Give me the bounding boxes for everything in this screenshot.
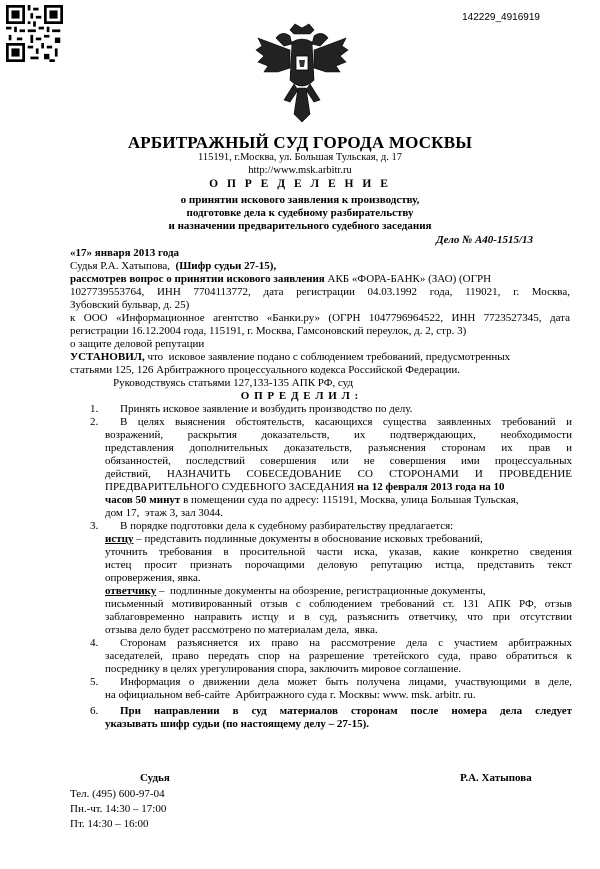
signature-label: Судья xyxy=(140,772,170,784)
defendant-line-2: письменный мотивированный отзыв с соблюдением требований ст. 131 АПК РФ, отзыв xyxy=(105,598,572,610)
item-number: 1. xyxy=(90,403,99,415)
item-2-line-5: действий, НАЗНАЧИТЬ СОБЕСЕДОВАНИЕ СО СТОРОНАМИ И ПРОВЕДЕНИЕ xyxy=(105,468,572,480)
item-6-line-1: При направлении в суд материалов сторонам после номера дела следует xyxy=(120,705,572,717)
defendant-line-1: ответчику – подлинные документы на обозрение, регистрационные документы, xyxy=(105,585,486,597)
plaintiff-line-1: истцу – представить подлинные документы в обоснование исковых требований, xyxy=(105,533,483,545)
court-website: http://www.msk.arbitr.ru xyxy=(248,165,352,176)
judge-signature-name: Р.А. Хатыпова xyxy=(460,772,532,784)
item-number: 5. xyxy=(90,676,99,688)
intro-line-7: регистрации 16.12.2004 года, 115191, г. Москва, Гамсоновский переулок, д. 2, стр. 3) xyxy=(70,325,467,337)
subject-line-3: и назначении предварительного судебного заседания xyxy=(168,220,432,232)
judge-line xyxy=(70,260,276,272)
office-hours-fri: Пт. 14:30 – 16:00 xyxy=(70,818,149,830)
item-3-text: В порядке подготовки дела к судебному разбирательству предлагается: xyxy=(120,520,454,532)
subject-line-1: о принятии искового заявления к производству, xyxy=(180,194,420,206)
intro-line-5: Зубовский бульвар, д. 25) xyxy=(70,299,190,311)
item-number: 4. xyxy=(90,637,99,649)
decided-heading: О П Р Е Д Е Л И Л : xyxy=(240,390,360,402)
decision-date: «17» января 2013 года xyxy=(70,247,180,259)
established-line: УСТАНОВИЛ, что исковое заявление подано с соблюдением требований, предусмотренных xyxy=(70,351,511,363)
defendant-line-4: отзыва дело будет рассмотрено по материалам дела, явка. xyxy=(105,624,378,636)
intro-line-8: о защите деловой репутации xyxy=(70,338,205,350)
intro-line-11: Руководствуясь статьями 127,133-135 АПК РФ, суд xyxy=(113,377,354,389)
item-2-line-8: дом 17, этаж 3, зал 3044. xyxy=(105,507,224,519)
court-address: 115191, г.Москва, ул. Большая Тульская, д. 17 xyxy=(198,152,402,163)
item-number: 2. xyxy=(90,416,99,428)
item-4-line-3: посреднику в целях урегулирования спора, заключить мировое соглашение. xyxy=(105,663,462,675)
plaintiff-line-2: уточнить требования в просительной части иска, указав, какие конкретно сведения xyxy=(105,546,572,558)
item-1-text: Принять исковое заявление и возбудить производство по делу. xyxy=(120,403,413,415)
item-2-line-1: В целях выяснения обстоятельств, касающихся существа заявленных требований и xyxy=(120,416,572,428)
item-5-line-2: на официальном веб-сайте Арбитражного суда г. Москвы: www. msk. arbitr. ru. xyxy=(105,689,476,701)
item-number: 3. xyxy=(90,520,99,532)
coat-of-arms-emblem xyxy=(254,22,350,124)
item-5-line-1: Информация о движении дела может быть получена лицами, участвующими в деле, xyxy=(120,676,572,688)
item-4-line-2: заседателей, право передать спор на разрешение третейского суда, право обратиться к xyxy=(105,650,572,662)
intro-line-6: к ООО «Информационное агентство «Банки.ру» (ОГРН 1047796964522, ИНН 7723527345, дата xyxy=(70,312,570,324)
plaintiff-line-3: истец просит признать порочащими деловую репутацию истца, представить текст xyxy=(105,559,572,571)
item-6-line-2: указывать шифр судьи (по настоящему делу – 27-15). xyxy=(105,718,369,730)
case-number: Дело № А40-1515/13 xyxy=(436,234,533,246)
item-2-line-3: представления дополнительных доказательств, разъяснения сторонам их прав и xyxy=(105,442,572,454)
subject-line-2: подготовке дела к судебному разбирательству xyxy=(186,207,414,219)
item-2-line-4: обязанностей, последствий совершения или не совершения ими процессуальных xyxy=(105,455,572,467)
item-2-line-7: часов 50 минут в помещении суда по адресу: 115191, Москва, улица Большая Тульская, xyxy=(105,494,519,506)
document-id: 142229_4916919 xyxy=(462,12,540,23)
office-hours-mon-thu: Пн.-чт. 14:30 – 17:00 xyxy=(70,803,167,815)
phone: Тел. (495) 600-97-04 xyxy=(70,788,165,800)
judge-code: (Шифр судьи 27-15), xyxy=(175,260,277,272)
item-number: 6. xyxy=(90,705,99,717)
item-4-line-1: Сторонам разъясняется их право на рассмотрение дела с участием арбитражных xyxy=(120,637,572,649)
intro-line-10: статьями 125, 126 Арбитражного процессуального кодекса Российской Федерации. xyxy=(70,364,460,376)
judge-name: Судья Р.А. Хатыпова, xyxy=(70,260,171,272)
item-2-line-6: ПРЕДВАРИТЕЛЬНОГО СУДЕБНОГО ЗАСЕДАНИЯ на 12 февраля 2013 года на 10 xyxy=(105,481,505,493)
defendant-line-3: заблаговременно направить истцу и в суд, разъяснить ответчику, что при отсутствии xyxy=(105,611,572,623)
intro-line-4: 1027739553764, ИНН 7704113772, дата регистрации 04.03.1992 года, 119021, г. Москва, xyxy=(70,286,570,298)
plaintiff-line-4: опровержения, явка. xyxy=(105,572,201,584)
intro-line-3: рассмотрев вопрос о принятии искового заявления АКБ «ФОРА-БАНК» (ЗАО) (ОГРН xyxy=(70,273,492,285)
document-type: О П Р Е Д Е Л Е Н И Е xyxy=(209,178,391,190)
item-2-line-2: возражений, раскрытия доказательств, их подтверждающих, необходимости xyxy=(105,429,572,441)
court-name: АРБИТРАЖНЫЙ СУД ГОРОДА МОСКВЫ xyxy=(127,133,473,152)
